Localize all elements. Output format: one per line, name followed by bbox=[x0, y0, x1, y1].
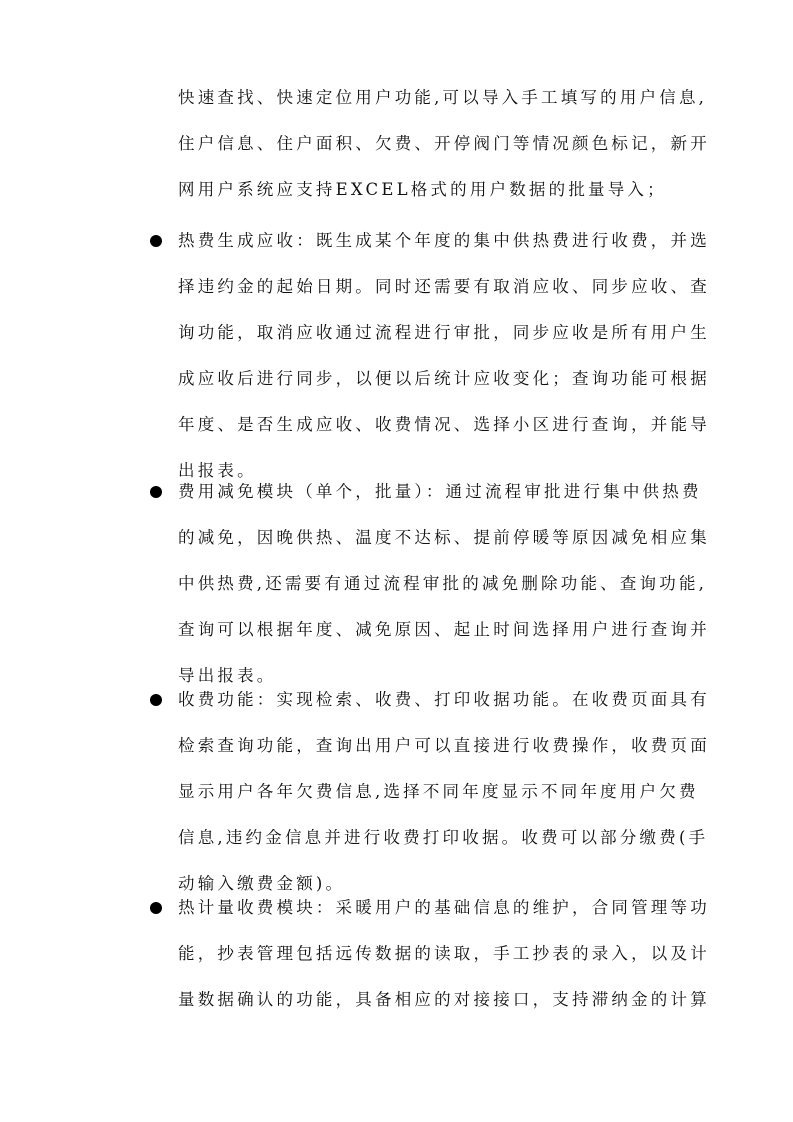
text-line: 查询可以根据年度、减免原因、起止时间选择用户进行查询并 bbox=[178, 620, 710, 639]
text-line: 住户信息、住户面积、欠费、开停阀门等情况颜色标记，新开 bbox=[178, 134, 710, 153]
text-line: 询功能，取消应收通过流程进行审批，同步应收是所有用户生 bbox=[178, 323, 710, 342]
bullet-icon bbox=[150, 694, 162, 706]
bullet-icon bbox=[150, 235, 162, 247]
text-line: 快速查找、快速定位用户功能,可以导入手工填写的用户信息, bbox=[178, 88, 708, 107]
bullet-icon bbox=[150, 486, 162, 498]
text-line: 的减免，因晚供热、温度不达标、提前停暖等原因减免相应集 bbox=[178, 528, 710, 547]
text-line: 中供热费,还需要有通过流程审批的减免删除功能、查询功能, bbox=[178, 574, 708, 593]
text-line: 网用户系统应支持EXCEL格式的用户数据的批量导入； bbox=[178, 180, 667, 199]
text-line: 检索查询功能，查询出用户可以直接进行收费操作，收费页面 bbox=[178, 736, 710, 755]
bullet-icon bbox=[150, 902, 162, 914]
text-line: 成应收后进行同步，以便以后统计应收变化；查询功能可根据 bbox=[178, 369, 710, 388]
text-line: 热计量收费模块：采暖用户的基础信息的维护，合同管理等功 bbox=[178, 898, 710, 917]
text-line: 出报表。 bbox=[178, 461, 257, 480]
text-line: 热费生成应收：既生成某个年度的集中供热费进行收费，并选 bbox=[178, 231, 710, 250]
text-line: 信息,违约金信息并进行收费打印收据。收费可以部分缴费(手 bbox=[178, 828, 709, 847]
text-line: 显示用户各年欠费信息,选择不同年度显示不同年度用户欠费 bbox=[178, 782, 699, 801]
text-line: 费用减免模块（单个，批量）：通过流程审批进行集中供热费 bbox=[178, 482, 702, 501]
text-line: 动输入缴费金额)。 bbox=[178, 874, 346, 893]
text-line: 收费功能：实现检索、收费、打印收据功能。在收费页面具有 bbox=[178, 690, 710, 709]
text-line: 量数据确认的功能，具备相应的对接接口，支持滞纳金的计算 bbox=[178, 990, 710, 1009]
text-line: 择违约金的起始日期。同时还需要有取消应收、同步应收、查 bbox=[178, 277, 710, 296]
text-line: 年度、是否生成应收、收费情况、选择小区进行查询，并能导 bbox=[178, 415, 710, 434]
text-line: 导出报表。 bbox=[178, 666, 277, 685]
text-line: 能，抄表管理包括远传数据的读取，手工抄表的录入，以及计 bbox=[178, 944, 710, 963]
